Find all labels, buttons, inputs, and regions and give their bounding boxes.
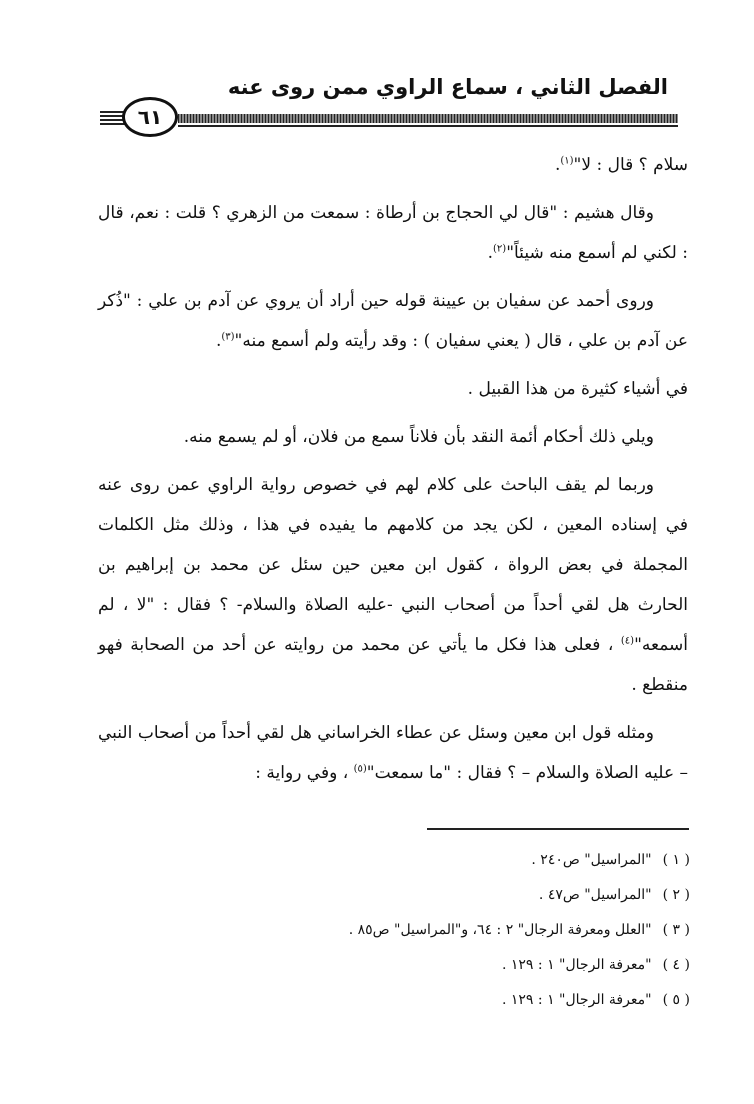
paragraph-5 — [98, 417, 688, 457]
footnote-number: ( ٤ ) — [662, 957, 690, 973]
chapter-header-title: الفصل الثاني ، سماع الراوي ممن روى عنه — [227, 75, 668, 99]
footnote-ref-5: (٥) — [353, 763, 367, 775]
body-text — [98, 145, 688, 801]
footnote-text: "المراسيل" ص٢٤٠ . — [531, 852, 652, 868]
footnote-3 — [98, 913, 690, 948]
footnote-ref-1: (١) — [560, 155, 574, 167]
paragraph-tail: ، فعلى هذا فكل ما يأتي عن محمد من روايته عن أحد من الصحابة فهو منقطع . — [98, 635, 688, 695]
footnote-1 — [98, 843, 690, 878]
footnote-4 — [98, 948, 690, 983]
paragraph-tail: . — [554, 155, 561, 175]
paragraph-text: وربما لم يقف الباحث على كلام لهم في خصوص رواية الراوي عمن روى عنه في إسناده المعين ، لكن يجد من كلامهم ما يفيده في هذا ، وذلك مثل الكلمات المجملة في بعض الرواة ، كقول ابن معين حين سئل عن محمد بن إبراهيم بن الحارث هل لقي أحداً من أصحاب النبي -عليه الصلاة والسلام- ؟ فقال : "لا ، لم أسمعه" — [98, 475, 688, 655]
footnote-text: "المراسيل" ص٤٧ . — [538, 887, 652, 903]
paragraph-2 — [98, 193, 688, 273]
footnote-text: "معرفة الرجال" ١ : ١٢٩ . — [501, 957, 652, 973]
paragraph-text: ويلي ذلك أحكام أئمة النقد بأن فلاناً سمع من فلان، أو لم يسمع منه. — [183, 427, 654, 447]
paragraph-7 — [98, 713, 688, 793]
paragraph-text: وقال هشيم : "قال لي الحجاج بن أرطاة : سمعت من الزهري ؟ قلت : نعم، قال : لكني لم أسمع منه شيئاً" — [98, 203, 688, 263]
paragraph-tail: . — [487, 243, 493, 263]
page-number-ornament — [100, 97, 178, 139]
footnote-ref-2: (٢) — [493, 243, 507, 255]
footnote-ref-4: (٤) — [620, 635, 635, 647]
footnote-number: ( ٢ ) — [662, 887, 690, 903]
paragraph-text: ومثله قول ابن معين وسئل عن عطاء الخراساني هل لقي أحداً من أصحاب النبي – عليه الصلاة والسلام – ؟ فقال : "ما سمعت" — [98, 723, 688, 783]
footnote-number: ( ٣ ) — [662, 922, 690, 938]
footnote-5 — [98, 983, 690, 1018]
footnote-text: "معرفة الرجال" ١ : ١٢٩ . — [501, 992, 652, 1008]
paragraph-tail: . — [215, 331, 222, 351]
page-number: ٦١ — [122, 97, 178, 137]
paragraph-text: في أشياء كثيرة من هذا القبيل . — [467, 379, 688, 399]
paragraph-6 — [98, 465, 688, 705]
paragraph-text: سلام ؟ قال : لا" — [573, 155, 688, 175]
paragraph-text: وروى أحمد عن سفيان بن عيينة قوله حين أراد أن يروي عن آدم بن علي : "ذُكر عن آدم بن علي ، قال ( يعني سفيان ) : وقد رأيته ولم أسمع منه" — [98, 291, 688, 351]
footnote-ref-3: (٣) — [221, 331, 235, 343]
paragraph-4 — [98, 369, 688, 409]
footnotes — [98, 843, 690, 1018]
header-rule-thin — [178, 125, 678, 127]
footnote-text: "العلل ومعرفة الرجال" ٢ : ٦٤، و"المراسيل" ص٨٥ . — [348, 922, 652, 938]
footnote-number: ( ١ ) — [662, 852, 690, 868]
header-rule — [178, 114, 678, 123]
footnote-separator — [427, 828, 689, 830]
paragraph-1 — [98, 145, 688, 185]
paragraph-tail: ، وفي رواية : — [255, 763, 349, 783]
paragraph-3 — [98, 281, 688, 361]
footnote-2 — [98, 878, 690, 913]
footnote-number: ( ٥ ) — [662, 992, 690, 1008]
